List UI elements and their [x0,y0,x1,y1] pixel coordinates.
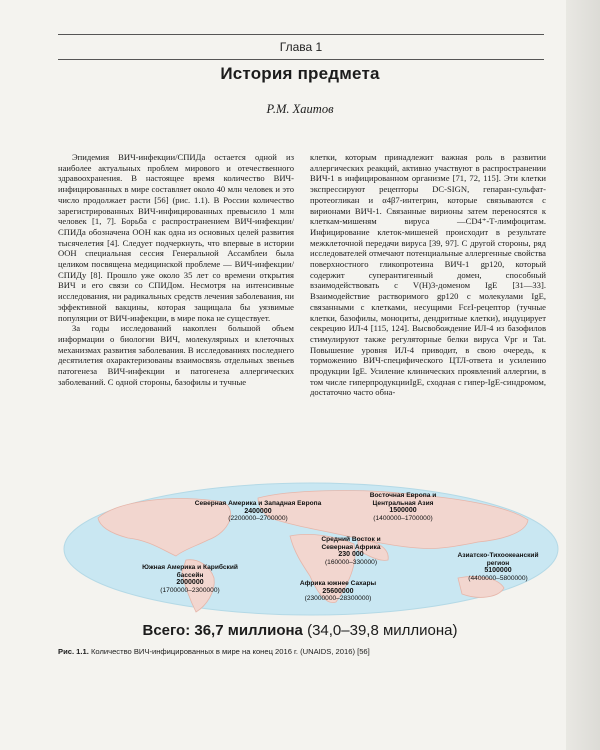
region-label-east-europe-central-asia: Восточная Европа и Центральная Азия 1500000 (1400000–1700000) [369,492,437,522]
region-label-north-america-west-europe: Северная Америка и Западная Европа 2400000 (2200000–2700000) [194,500,322,523]
right-text-column [310,152,546,398]
region-label-middle-east-north-africa: Средний Восток и Северная Африка 230 000 (160000–330000) [321,536,381,566]
chapter-header: Глава 1 [58,34,544,60]
left-text-column [58,152,294,387]
paragraph: Эпидемия ВИЧ-инфекции/СПИДа остается одной из наиболее актуальных проблем мирового и отечественного здравоохранения. В настоящее время количество ВИЧ-инфицированных в мире составляет около 40 млн человек и это число продолжает расти [56] (рис. 1.1). В России количество зарегистрированных ВИЧ-инфицированных превысило 1 млн человек [1, 7]. Борьба с распространением ВИЧ-инфекции/СПИДа обозначена ООН как одна из основных целей развития тысячелетия [4]. Следует подчеркнуть, что впервые в истории ООН специальная сессия Генеральной Ассамблеи была целиком посвящена медицинской проблеме — ВИЧ-инфекции/СПИДу [8]. Прошло уже около 35 лет со времени открытия ВИЧ и его связи со СПИДом. Несмотря на интенсивные исследования, ни радикальных средств лечения заболевания, ни эффективной вакцины, которая защищала бы уязвимые популяции от ВИЧ-инфекции, в мире пока не существует. [58,152,294,323]
figure-total: Всего: 36,7 миллиона (34,0–39,8 миллиона) [142,622,458,639]
figure-caption: Рис. 1.1. Количество ВИЧ-инфицированных в мире на конец 2016 г. (UNAIDS, 2016) [56] [58,647,370,656]
world-map-figure [58,480,564,618]
article-title: История предмета [220,64,380,83]
region-label-sub-saharan-africa: Африка южнее Сахары 25600000 (23000000–28300000) [299,580,377,603]
paragraph: клетки, которым принадлежит важная роль в развитии аллергических реакций, активно участвуют в распространении ВИЧ-1 в инфицированном организме [71, 72, 115]. Эти клетки экспрессируют рецепторы DC-SIGN, гепаран-сульфат-протеогликан и α4β7-интегрин, которые связываются с вирионами ВИЧ-1. Связанные вирионы затем переносятся к клеткам-мишеням вируса —CD4⁺-Т-лимфоцитам. Инфицирование клеток-мишеней происходит в результате межклеточной передачи вируса [39, 97]. С другой стороны, ряд исследователей отмечают потенциальные аллергенные свойства поверхностного гликопротеина ВИЧ-1 gp120, который содержит суперантигенный домен, способный взаимодействовать с V(H)3-доменом IgE [31—33]. Взаимодействие растворимого gp120 с молекулами IgE, связанными с клетками, несущими FcεI-рецептор (тучные клетки, базофилы, моноциты, дендритные клетки), индуцирует секрецию ИЛ-4 [115, 124]. Высвобождение ИЛ-4 из базофилов стимулируют также регуляторные белки вируса Vpr и Tat. Повышение уровня ИЛ-4 приводит, в свою очередь, к торможению ВИЧ-специфического ЦТЛ-ответа и усилению продукции IgE. Усиление клинических проявлений аллергии, в том числе гиперпродукцииIgE, сходная с гипер-IgE-синдромом, достаточно часто обна- [310,152,546,398]
region-label-asia-pacific: Азиатско-Тихоокеанский регион 5100000 (4400000–5800000) [457,552,539,582]
paragraph: За годы исследований накоплен большой объем информации о биологии ВИЧ, молекулярных и клеточных механизмах развития заболевания. В исследованиях последнего десятилетия охарактеризованы взаимосвязь отдельных звеньев патогенеза ВИЧ-инфекции и патогенеза аллергических заболеваний. С одной стороны, базофилы и тучные [58,323,294,387]
region-label-south-america-caribbean: Южная Америка и Карибский бассейн 2000000 (1700000–2300000) [142,564,238,594]
article-author: Р.М. Хаитов [266,102,334,116]
